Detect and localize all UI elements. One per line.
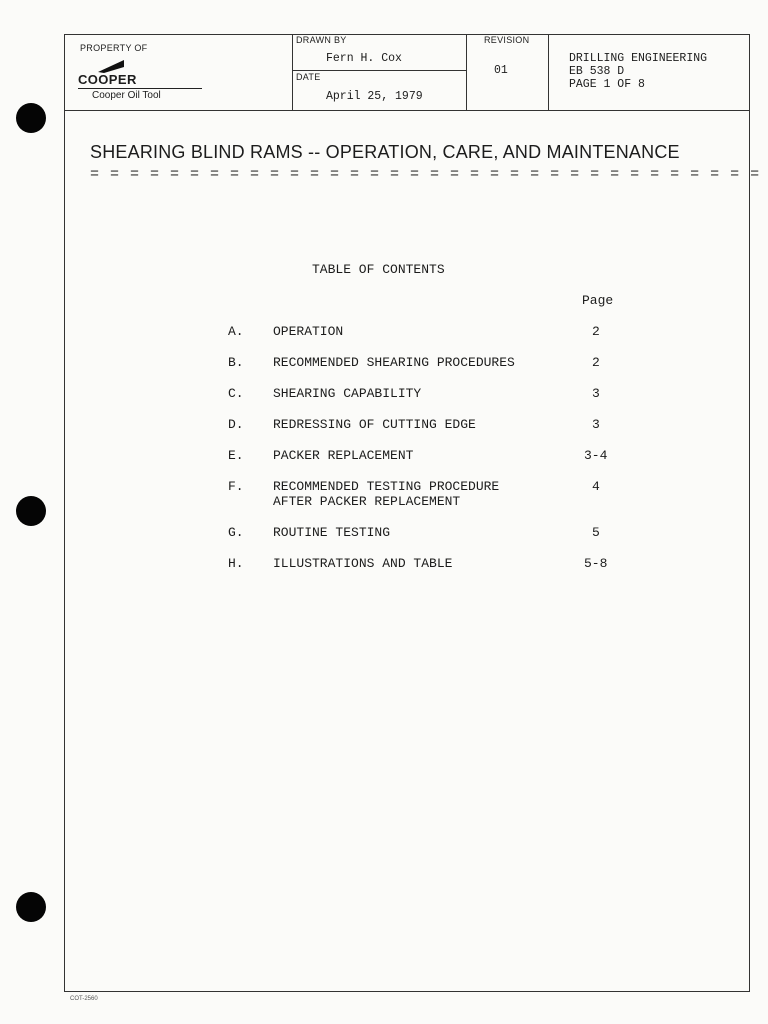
binder-hole-bottom bbox=[16, 892, 46, 922]
date-value: April 25, 1979 bbox=[326, 90, 423, 103]
toc-letter: D. bbox=[228, 417, 244, 432]
property-label: PROPERTY OF bbox=[80, 43, 148, 53]
toc-entry-operation: OPERATION bbox=[273, 324, 344, 339]
document-title: SHEARING BLIND RAMS -- OPERATION, CARE, AND MAINTENANCE bbox=[90, 142, 680, 162]
drawn-by-label: DRAWN BY bbox=[296, 35, 347, 45]
toc-letter: C. bbox=[228, 386, 244, 401]
revision-value: 01 bbox=[494, 64, 508, 77]
binder-hole-middle bbox=[16, 496, 46, 526]
toc-entry-shearing-procedures: RECOMMENDED SHEARING PROCEDURES bbox=[273, 355, 515, 370]
header-col-divider-2 bbox=[466, 34, 467, 110]
toc-letter: G. bbox=[228, 525, 244, 540]
toc-entry-redressing: REDRESSING OF CUTTING EDGE bbox=[273, 417, 476, 432]
toc-letter: B. bbox=[228, 355, 244, 370]
toc-letter: F. bbox=[228, 479, 244, 494]
page-info: PAGE 1 OF 8 bbox=[569, 78, 645, 91]
drawn-by-value: Fern H. Cox bbox=[326, 52, 402, 65]
toc-heading: TABLE OF CONTENTS bbox=[312, 262, 445, 277]
revision-label: REVISION bbox=[484, 35, 530, 45]
toc-entry-packer-replacement: PACKER REPLACEMENT bbox=[273, 448, 414, 463]
header-divider bbox=[64, 110, 750, 111]
binder-hole-top bbox=[16, 103, 46, 133]
company-name: COOPER bbox=[78, 72, 137, 87]
company-subname: Cooper Oil Tool bbox=[92, 90, 161, 101]
header-col-divider-1 bbox=[292, 34, 293, 110]
toc-letter: A. bbox=[228, 324, 244, 339]
toc-page-number: 5-8 bbox=[584, 556, 608, 571]
toc-page-column-label: Page bbox=[582, 293, 614, 308]
toc-entry-testing-procedure: RECOMMENDED TESTING PROCEDURE bbox=[273, 479, 500, 494]
department: DRILLING ENGINEERING bbox=[569, 52, 708, 65]
document-number: EB 538 D bbox=[569, 65, 625, 78]
toc-page-number: 3-4 bbox=[584, 448, 608, 463]
toc-page-number: 3 bbox=[592, 417, 600, 432]
drawn-date-divider bbox=[292, 70, 466, 71]
toc-entry-shearing-capability: SHEARING CAPABILITY bbox=[273, 386, 422, 401]
date-label: DATE bbox=[296, 72, 321, 82]
toc-page-number: 2 bbox=[592, 324, 600, 339]
toc-page-number: 3 bbox=[592, 386, 600, 401]
title-double-underline: = = = = = = = = = = = = = = = = = = = = = = = = = = = = = = = = = = bbox=[90, 166, 761, 183]
form-code: COT-2560 bbox=[70, 996, 98, 1002]
toc-letter: H. bbox=[228, 556, 244, 571]
toc-entry-testing-procedure-line2: AFTER PACKER REPLACEMENT bbox=[273, 494, 461, 509]
toc-letter: E. bbox=[228, 448, 244, 463]
toc-page-number: 2 bbox=[592, 355, 600, 370]
toc-page-number: 4 bbox=[592, 479, 600, 494]
toc-page-number: 5 bbox=[592, 525, 600, 540]
logo-rule bbox=[78, 88, 202, 89]
header-col-divider-3 bbox=[548, 34, 549, 110]
toc-entry-illustrations: ILLUSTRATIONS AND TABLE bbox=[273, 556, 453, 571]
toc-entry-routine-testing: ROUTINE TESTING bbox=[273, 525, 391, 540]
